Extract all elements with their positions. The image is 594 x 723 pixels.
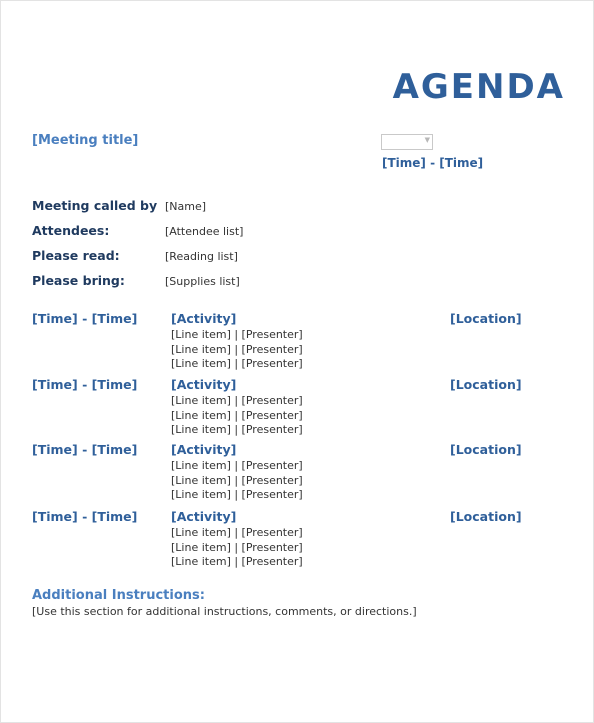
meeting-title[interactable]: [Meeting title] — [32, 133, 139, 148]
block-activity[interactable]: [Activity] — [171, 377, 237, 392]
line-item[interactable]: [Line item] | [Presenter] — [171, 459, 303, 472]
info-label: Please bring: — [32, 273, 125, 288]
block-location[interactable]: [Location] — [450, 311, 522, 326]
info-value[interactable]: [Attendee list] — [165, 225, 244, 238]
line-item[interactable]: [Line item] | [Presenter] — [171, 357, 303, 371]
info-value[interactable]: [Name] — [165, 200, 207, 213]
line-item[interactable]: [Line item] | [Presenter] — [171, 423, 303, 437]
info-label: Meeting called by — [32, 198, 158, 213]
block-location[interactable]: [Location] — [450, 509, 522, 524]
block-time[interactable]: [Time] - [Time] — [32, 311, 138, 326]
additional-instructions-heading: Additional Instructions: — [32, 588, 205, 603]
line-item-list — [171, 328, 303, 372]
block-location[interactable]: [Location] — [450, 377, 522, 392]
block-activity[interactable]: [Activity] — [171, 311, 237, 326]
info-value[interactable]: [Reading list] — [165, 250, 238, 263]
block-time[interactable]: [Time] - [Time] — [32, 377, 138, 392]
line-item[interactable]: [Line item] | [Presenter] — [171, 328, 303, 341]
line-item[interactable]: [Line item] | [Presenter] — [171, 342, 303, 356]
line-item[interactable]: [Line item] | [Presenter] — [171, 394, 303, 407]
line-item-list — [171, 459, 303, 503]
block-time[interactable]: [Time] - [Time] — [32, 442, 138, 457]
meeting-time[interactable]: [Time] - [Time] — [382, 156, 484, 170]
line-item[interactable]: [Line item] | [Presenter] — [171, 555, 303, 569]
info-value[interactable]: [Supplies list] — [165, 275, 240, 288]
line-item-list — [171, 526, 303, 570]
block-activity[interactable]: [Activity] — [171, 509, 237, 524]
line-item[interactable]: [Line item] | [Presenter] — [171, 488, 303, 502]
block-time[interactable]: [Time] - [Time] — [32, 509, 138, 524]
block-location[interactable]: [Location] — [450, 442, 522, 457]
line-item[interactable]: [Line item] | [Presenter] — [171, 526, 303, 539]
line-item[interactable]: [Line item] | [Presenter] — [171, 540, 303, 554]
line-item[interactable]: [Line item] | [Presenter] — [171, 408, 303, 422]
info-label: Please read: — [32, 248, 120, 263]
additional-instructions-text[interactable]: [Use this section for additional instructions, comments, or directions.] — [32, 605, 417, 618]
line-item-list — [171, 394, 303, 438]
agenda-title: AGENDA — [392, 67, 565, 107]
date-picker-field[interactable] — [381, 134, 433, 150]
block-activity[interactable]: [Activity] — [171, 442, 237, 457]
info-label: Attendees: — [32, 223, 110, 238]
line-item[interactable]: [Line item] | [Presenter] — [171, 473, 303, 487]
chevron-down-icon[interactable]: ▼ — [424, 136, 430, 144]
